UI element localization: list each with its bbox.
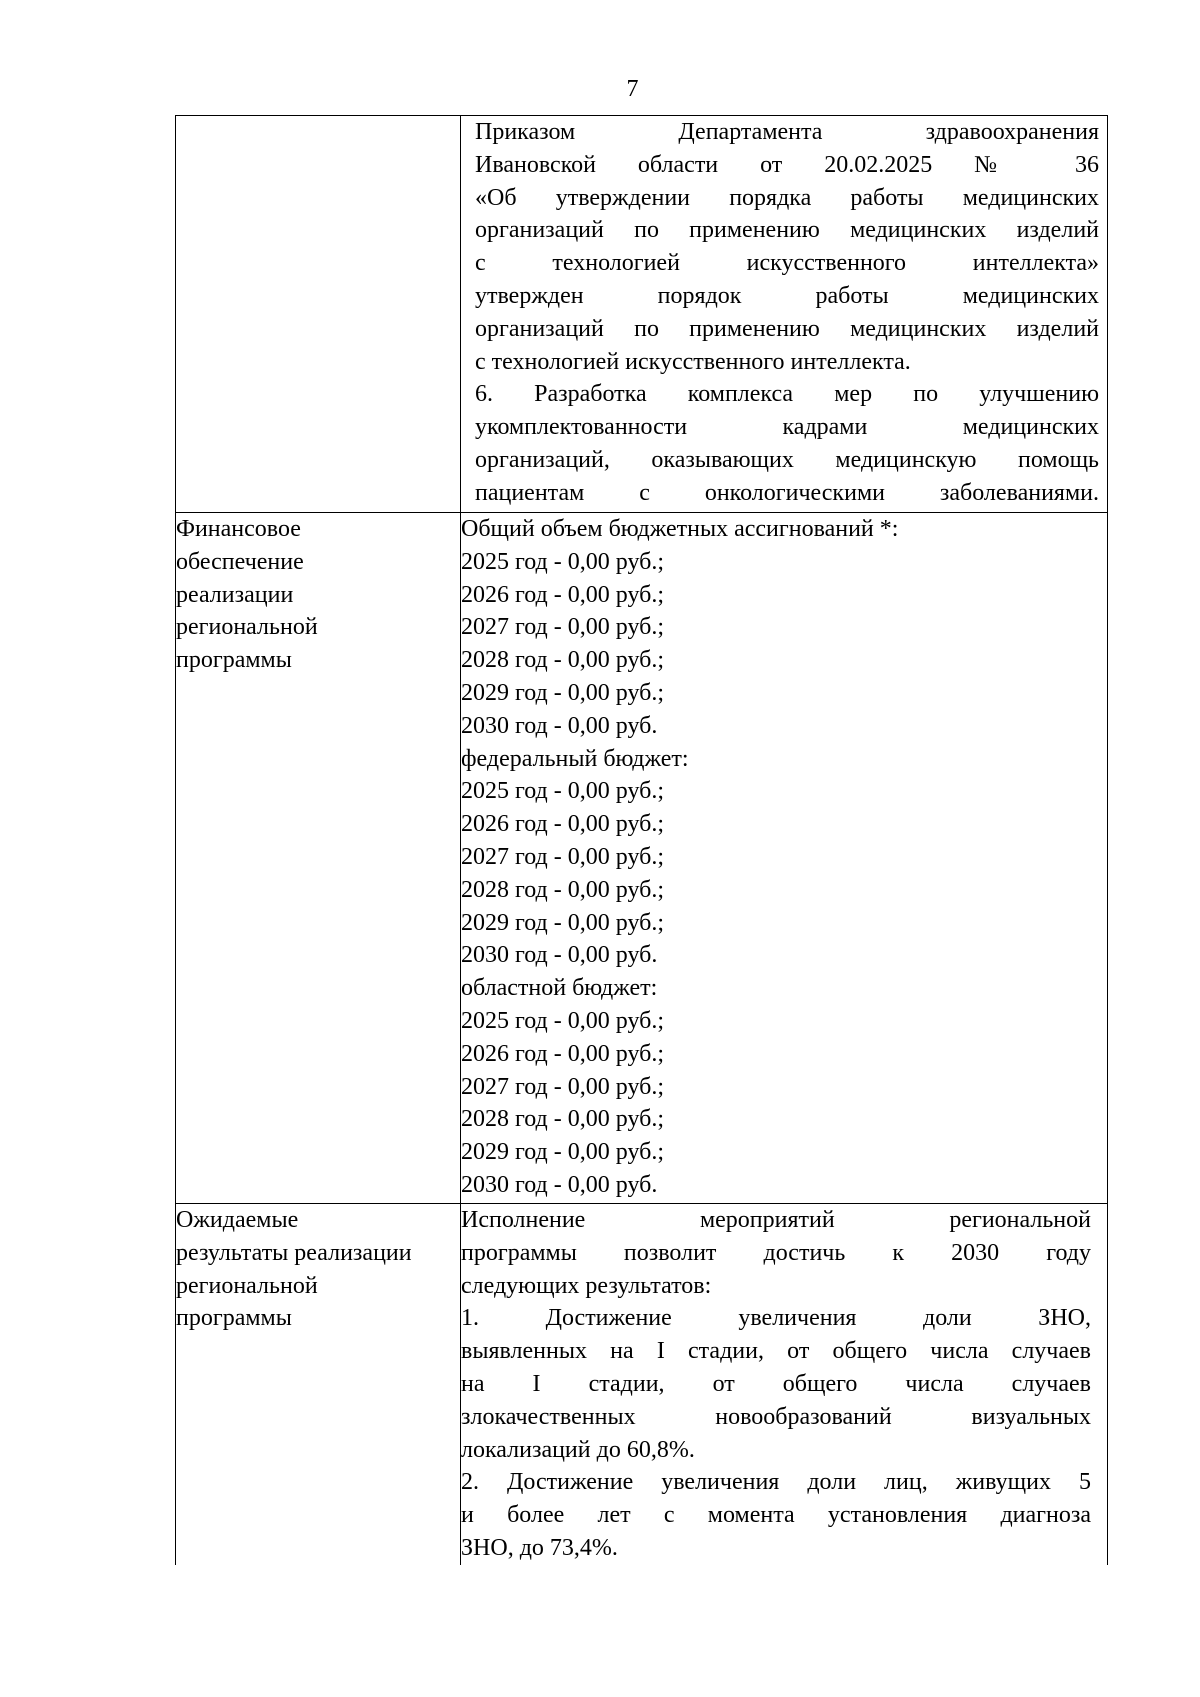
content-line: Приказом Департамента здравоохранения xyxy=(475,119,1099,145)
table-row-orders xyxy=(176,116,1108,513)
content-line: укомплектованности кадрами медицинских xyxy=(475,414,1099,441)
content-line: 2. Достижение увеличения доли лиц, живущих 5 xyxy=(461,1469,1091,1496)
table-row-financing xyxy=(176,513,1108,1204)
content-line: 2029 год - 0,00 руб.; xyxy=(461,909,665,936)
content-line: следующих результатов: xyxy=(461,1272,712,1299)
row-label-results xyxy=(176,1204,461,1565)
content-line: 2029 год - 0,00 руб.; xyxy=(461,679,665,706)
content-line: локализаций до 60,8%. xyxy=(461,1436,695,1463)
row-content-financing xyxy=(461,513,1108,1204)
content-line: пациентам с онкологическими заболеваниями. xyxy=(475,479,1099,506)
content-line: 2030 год - 0,00 руб. xyxy=(461,1171,658,1198)
page-number: 7 xyxy=(626,76,639,102)
passport-table xyxy=(175,115,1108,1565)
row-content-orders xyxy=(461,116,1108,513)
content-line: федеральный бюджет: xyxy=(461,745,689,772)
table-row-results xyxy=(176,1204,1108,1565)
content-line: 2027 год - 0,00 руб.; xyxy=(461,843,665,870)
content-line: 2028 год - 0,00 руб.; xyxy=(461,647,665,674)
content-line: с технологией искусственного интеллекта» xyxy=(475,250,1099,277)
content-line: 2027 год - 0,00 руб.; xyxy=(461,1073,665,1100)
content-line: 2029 год - 0,00 руб.; xyxy=(461,1139,665,1166)
content-line: 2025 год - 0,00 руб.; xyxy=(461,778,665,805)
content-line: ЗНО, до 73,4%. xyxy=(461,1534,618,1561)
content-line: на I стадии, от общего числа случаев xyxy=(461,1370,1091,1397)
content-line: утвержден порядок работы медицинских xyxy=(475,282,1099,309)
content-line: 6. Разработка комплекса мер по улучшению xyxy=(475,381,1099,408)
content-line: Общий объем бюджетных ассигнований *: xyxy=(461,516,899,542)
content-line: Ивановской области от 20.02.2025 № 36 xyxy=(475,151,1099,178)
content-line: с технологией искусственного интеллекта. xyxy=(475,348,911,375)
label-line: программы xyxy=(176,647,292,674)
label-line: обеспечение xyxy=(176,548,304,575)
content-line: 2026 год - 0,00 руб.; xyxy=(461,581,665,608)
label-line: результаты реализации xyxy=(176,1239,412,1266)
content-line: 2027 год - 0,00 руб.; xyxy=(461,614,665,641)
content-line: 2026 год - 0,00 руб.; xyxy=(461,811,665,838)
label-line: реализации xyxy=(176,581,294,608)
content-line: организаций по применению медицинских изделий xyxy=(475,315,1099,342)
label-line: региональной xyxy=(176,614,318,641)
content-line: злокачественных новообразований визуальных xyxy=(461,1403,1091,1430)
content-line: 2028 год - 0,00 руб.; xyxy=(461,876,665,903)
content-line: организаций по применению медицинских изделий xyxy=(475,217,1099,244)
content-line: 2025 год - 0,00 руб.; xyxy=(461,548,665,575)
content-line: организаций, оказывающих медицинскую помощь xyxy=(475,446,1099,473)
content-line: 2028 год - 0,00 руб.; xyxy=(461,1106,665,1133)
content-line: 2025 год - 0,00 руб.; xyxy=(461,1007,665,1034)
label-line: Ожидаемые xyxy=(176,1207,299,1233)
label-line: Финансовое xyxy=(176,516,301,542)
row-label-empty xyxy=(176,116,461,513)
content-line: 2026 год - 0,00 руб.; xyxy=(461,1040,665,1067)
content-line: выявленных на I стадии, от общего числа случаев xyxy=(461,1338,1091,1365)
content-line: 2030 год - 0,00 руб. xyxy=(461,712,658,739)
content-line: программы позволит достичь к 2030 году xyxy=(461,1239,1091,1266)
label-line: программы xyxy=(176,1305,292,1332)
content-line: Исполнение мероприятий региональной xyxy=(461,1207,1091,1233)
content-line: 2030 год - 0,00 руб. xyxy=(461,942,658,969)
row-label-financing xyxy=(176,513,461,1204)
content-line: и более лет с момента установления диагноза xyxy=(461,1502,1091,1529)
content-line: 1. Достижение увеличения доли ЗНО, xyxy=(461,1305,1091,1332)
content-line: областной бюджет: xyxy=(461,975,658,1002)
row-content-results xyxy=(461,1204,1108,1565)
content-line: «Об утверждении порядка работы медицинских xyxy=(475,184,1099,211)
label-line: региональной xyxy=(176,1272,318,1299)
